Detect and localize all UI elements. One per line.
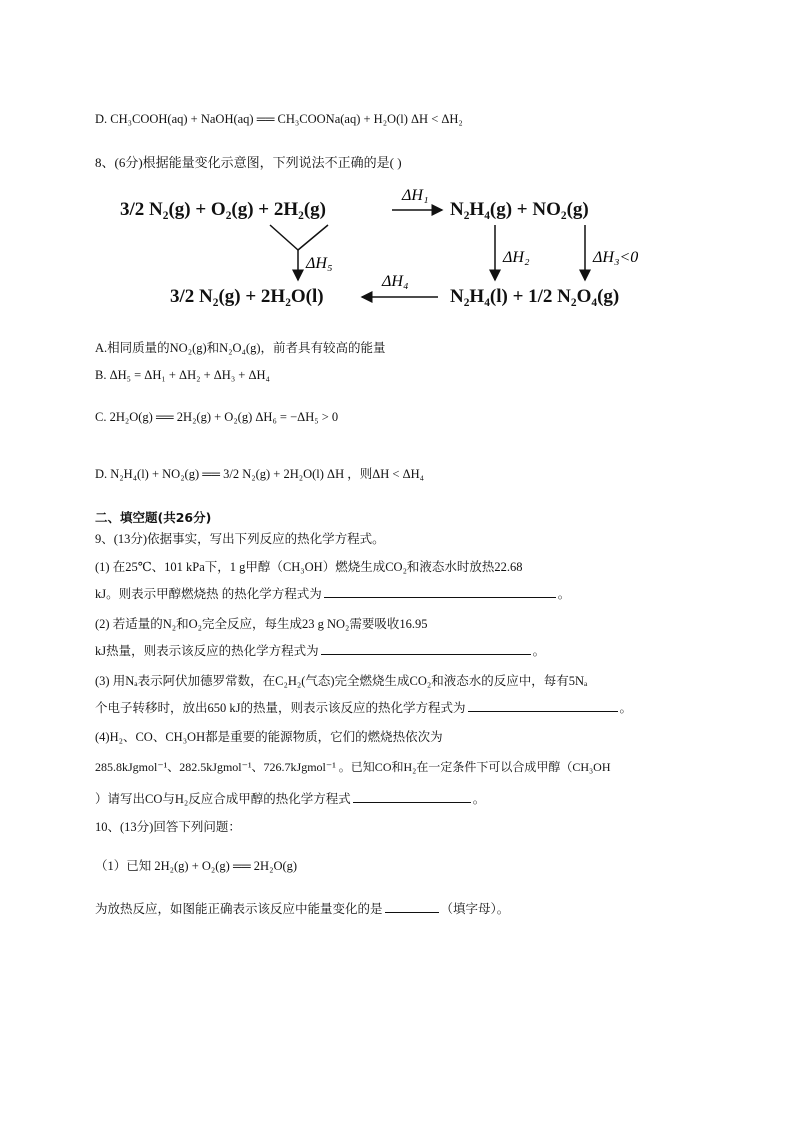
q9-p2-line1: (2) 若适量的N₂和O₂完全反应，每生成23 g NO₂需要吸收16.95 (95, 617, 428, 631)
diagram-top-right: N₂H₄(g) + NO₂(g) (450, 199, 589, 220)
q9-p1-line1: (1) 在25℃、101 kPa下，1 g甲醇（CH₃OH）燃烧生成CO₂和液态水时放热22.68 (95, 560, 523, 574)
diagram-top-left: 3/2 N₂(g) + O₂(g) + 2H₂(g) (120, 199, 327, 220)
section2-heading: 二、填空题(共26分) (95, 510, 212, 525)
dh1-label: ΔH₁ (402, 187, 429, 204)
dh3-label: ΔH₃<0 (593, 249, 639, 266)
dh5-right-branch (298, 225, 328, 250)
q10-p1-line2 (95, 899, 509, 917)
q9-stem: 9、(13分)依据事实，写出下列反应的热化学方程式。 (95, 532, 385, 546)
q10-p1-line1: （1）已知 2H₂(g) + O₂(g) ══ 2H₂O(g) (95, 859, 298, 873)
q9-p1-text: kJ。则表示甲醇燃烧热 的热化学方程式为 (95, 587, 322, 601)
q8-option-b: B. ΔH₅ = ΔH₁ + ΔH₂ + ΔH₃ + ΔH₄ (95, 368, 270, 382)
q10-stem: 10、(13分)回答下列问题： (95, 820, 241, 834)
q9-p3-period: 。 (619, 701, 633, 715)
q10-p1-text: 为放热反应，如图能正确表示该反应中能量变化的是 (95, 902, 383, 916)
q9-p4-text: ）请写出CO与H₂反应合成甲醇的热化学方程式 (95, 792, 351, 806)
q9-p2-text: kJ热量，则表示该反应的热化学方程式为 (95, 644, 319, 658)
q9-p2-answer-blank[interactable] (321, 653, 531, 655)
energy-diagram (120, 180, 680, 320)
q9-p4-line1: (4)H₂、CO、CH₃OH都是重要的能源物质，它们的燃烧热依次为 (95, 730, 443, 744)
q10-p1-answer-blank[interactable] (385, 911, 439, 913)
q9-p3-text: 个电子转移时，放出650 kJ的热量，则表示该反应的热化学方程式为 (95, 701, 466, 715)
energy-diagram-svg (120, 180, 680, 320)
q9-p3-line2 (95, 698, 632, 716)
dh5-left-branch (270, 225, 298, 250)
q8-stem: 8、(6分)根据能量变化示意图，下列说法不正确的是( ) (95, 155, 402, 170)
q9-p4-answer-blank[interactable] (353, 801, 471, 803)
q7-option-d: D. CH₃COOH(aq) + NaOH(aq) ══ CH₃COONa(aq) + H₂O(l) ΔH < ΔH₂ (95, 112, 463, 126)
q8-option-d: D. N₂H₄(l) + NO₂(g) ══ 3/2 N₂(g) + 2H₂O(l) ΔH ，则ΔH < ΔH₄ (95, 467, 425, 481)
q9-p4-line2: 285.8kJgmol⁻¹、282.5kJgmol⁻¹、726.7kJgmol⁻¹ 。已知CO和H₂在一定条件下可以合成甲醇（CH₃OH (95, 760, 611, 774)
dh5-label: ΔH₅ (306, 255, 333, 272)
q9-p3-line1: (3) 用Nₐ表示阿伏加德罗常数，在C₂H₂(气态)完全燃烧生成CO₂和液态水的反应中，每有5Nₐ (95, 674, 588, 688)
q8-option-a: A.相同质量的NO₂(g)和N₂O₄(g)，前者具有较高的能量 (95, 341, 386, 355)
q10-p1-tail: （填字母）。 (440, 902, 510, 916)
q9-p1-line2 (95, 584, 570, 602)
q9-p3-answer-blank[interactable] (468, 710, 618, 712)
q9-p2-period: 。 (532, 644, 546, 658)
diagram-bottom-right: N₂H₄(l) + 1/2 N₂O₄(g) (450, 286, 620, 307)
q9-p2-line2 (95, 641, 545, 659)
q8-option-c: C. 2H₂O(g) ══ 2H₂(g) + O₂(g) ΔH₆ = −ΔH₅ > 0 (95, 410, 339, 424)
q9-p4-line3 (95, 789, 485, 807)
dh4-label: ΔH₄ (382, 273, 409, 290)
diagram-bottom-left: 3/2 N₂(g) + 2H₂O(l) (170, 286, 324, 307)
q9-p4-period: 。 (472, 792, 486, 806)
dh2-label: ΔH₂ (503, 249, 530, 266)
q9-p1-period: 。 (557, 587, 571, 601)
q9-p1-answer-blank[interactable] (324, 596, 556, 598)
